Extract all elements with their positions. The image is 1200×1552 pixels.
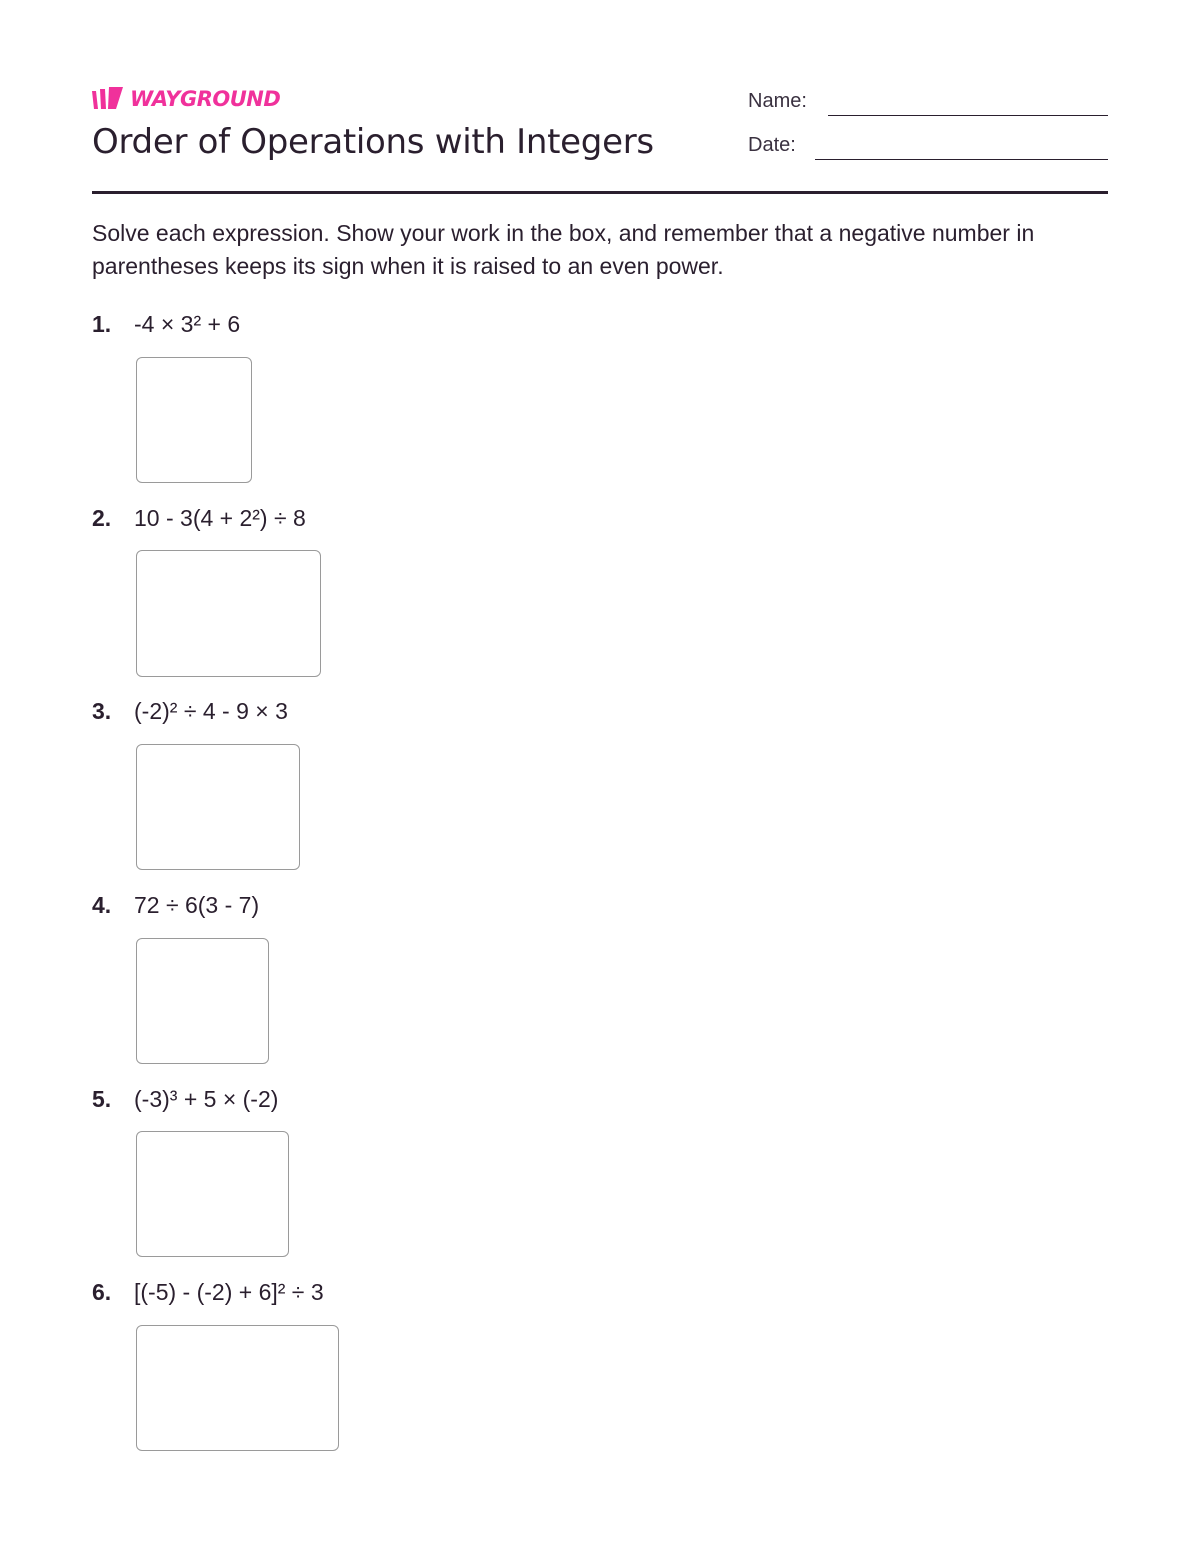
- problem-number: 5.: [92, 1086, 112, 1112]
- problem-number: 1.: [92, 311, 112, 337]
- work-box[interactable]: [136, 1325, 339, 1451]
- date-label: Date:: [748, 134, 796, 156]
- problem-expression: -4 × 3² + 6: [134, 311, 241, 337]
- problem-number: 3.: [92, 698, 112, 724]
- problem-4: [92, 892, 692, 922]
- work-box[interactable]: [136, 744, 300, 870]
- problem-expression: 72 ÷ 6(3 - 7): [134, 892, 260, 918]
- brand-logo: [92, 86, 280, 112]
- worksheet-title: Order of Operations with Integers: [92, 122, 654, 162]
- header-divider: [92, 191, 1108, 194]
- problem-expression: 10 - 3(4 + 2²) ÷ 8: [134, 505, 306, 531]
- instructions-text: Solve each expression. Show your work in the box, and remember that a negative number in parentheses keeps its sign when it is raised to an even power.: [92, 220, 1035, 279]
- name-label: Name:: [748, 90, 807, 112]
- brand-name: WAYGROUND: [130, 87, 281, 111]
- work-box[interactable]: [136, 550, 321, 677]
- problem-expression: [(-5) - (-2) + 6]² ÷ 3: [134, 1279, 324, 1305]
- problem-1: [92, 311, 692, 341]
- work-box[interactable]: [136, 1131, 289, 1257]
- wayground-logo-icon: [92, 87, 124, 111]
- problem-5: [92, 1086, 692, 1116]
- problem-expression: (-3)³ + 5 × (-2): [134, 1086, 279, 1112]
- work-box[interactable]: [136, 357, 252, 483]
- name-field-line[interactable]: [828, 115, 1108, 116]
- problem-2: [92, 505, 692, 535]
- problem-number: 4.: [92, 892, 112, 918]
- problem-number: 6.: [92, 1279, 112, 1305]
- problem-6: [92, 1279, 692, 1309]
- problem-number: 2.: [92, 505, 112, 531]
- date-field-line[interactable]: [815, 159, 1108, 160]
- problem-expression: (-2)² ÷ 4 - 9 × 3: [134, 698, 288, 724]
- problem-3: [92, 698, 692, 728]
- work-box[interactable]: [136, 938, 269, 1064]
